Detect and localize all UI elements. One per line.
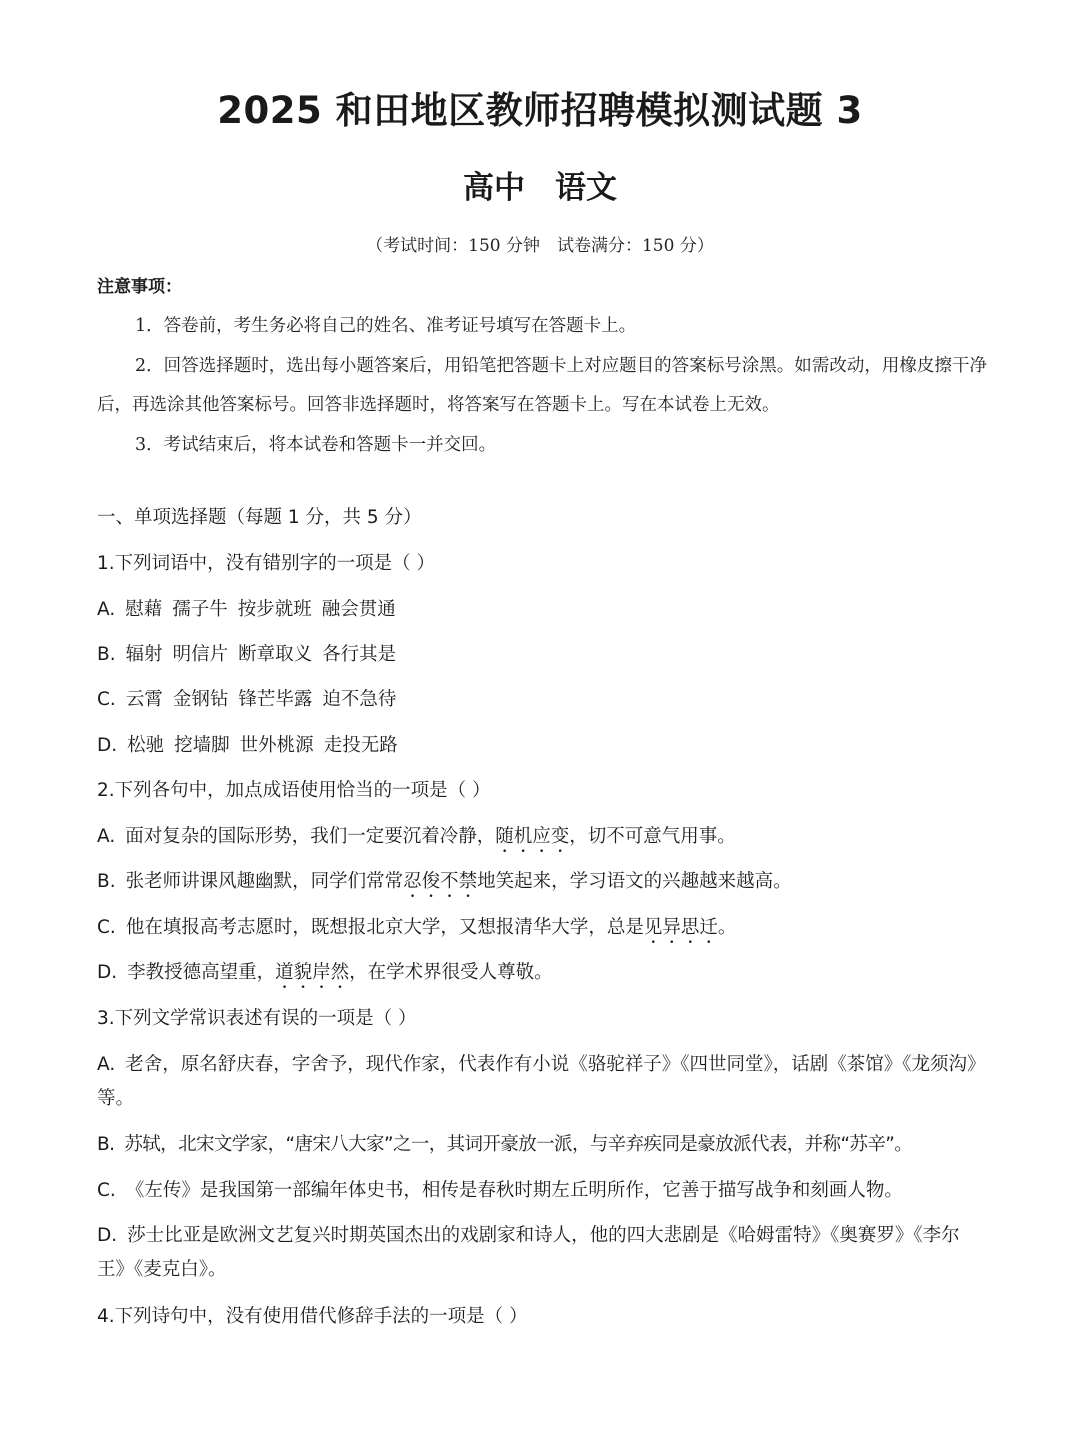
- subtitle-subject: 语文: [555, 170, 617, 206]
- option-text: 他在填报高考志愿时，既想报北京大学，又想报清华大学，总是: [125, 917, 644, 938]
- option-text: 苏轼，北宋文学家，“唐宋八大家”之一，其词开豪放一派，与辛弃疾同是豪放派代表，并称“苏辛”。: [124, 1134, 913, 1155]
- option-word: 明信片: [172, 644, 229, 665]
- question-1-option-d: [97, 729, 987, 763]
- question-2-option-d: [97, 956, 987, 993]
- question-3-option-d: [97, 1219, 987, 1287]
- option-word: 按步就班: [237, 599, 312, 620]
- page-title: 2025 和田地区教师招聘模拟测试题 3: [217, 89, 863, 132]
- dotted-idiom: 随机应变: [495, 826, 570, 847]
- section-heading: 一、单项选择题（每题 1 分，共 5 分）: [97, 507, 422, 528]
- question-1-option-c: [97, 683, 987, 717]
- option-text: 。: [717, 917, 737, 938]
- dotted-idiom: 道貌岸然: [275, 962, 350, 983]
- question-1-option-a: [97, 593, 987, 627]
- option-word: 走投无路: [323, 735, 398, 756]
- notice-item-1: 1．答卷前，考生务必将自己的姓名、准考证号填写在答题卡上。: [135, 316, 637, 336]
- option-word: 挖墙脚: [174, 735, 230, 756]
- option-word: 松驰: [127, 735, 165, 756]
- option-text: ，在学术界很受人尊敬。: [349, 962, 553, 983]
- question-3-option-a: [97, 1048, 987, 1116]
- question-2-option-a: [97, 820, 987, 857]
- notice-heading: 注意事项：: [97, 277, 182, 297]
- option-label: C.: [97, 1180, 116, 1201]
- question-1-option-b: [97, 638, 987, 672]
- option-word: 云霄: [125, 689, 163, 710]
- question-2-option-b: [97, 865, 987, 902]
- notice-item-3: 3．考试结束后，将本试卷和答题卡一并交回。: [135, 435, 497, 455]
- option-text: 《左传》是我国第一部编年体史书，相传是春秋时期左丘明所作，它善于描写战争和刻画人物。: [125, 1180, 903, 1201]
- option-label: B.: [97, 644, 116, 665]
- option-text: 李教授德高望重，: [127, 962, 276, 983]
- option-word: 辐射: [125, 644, 163, 665]
- option-label: C.: [97, 917, 116, 938]
- option-text: ，切不可意气用事。: [569, 826, 736, 847]
- option-word: 世外桃源: [239, 735, 314, 756]
- exam-info: （考试时间：150 分钟 试卷满分：150 分）: [366, 236, 714, 256]
- option-word: 金钢钻: [172, 689, 229, 710]
- option-word: 断章取义: [238, 644, 313, 665]
- option-text: 张老师讲课风趣幽默，同学们常常: [125, 871, 404, 892]
- question-3-stem: 3.下列文学常识表述有误的一项是（ ）: [97, 1008, 417, 1029]
- dotted-idiom: 见异思迁: [643, 917, 718, 938]
- option-word: 融会贯通: [321, 599, 396, 620]
- page-subtitle: [0, 160, 1080, 216]
- option-label: A.: [97, 1054, 116, 1075]
- option-text: 面对复杂的国际形势，我们一定要沉着冷静，: [125, 826, 496, 847]
- question-3-option-c: [97, 1174, 987, 1208]
- question-2-stem: 2.下列各句中，加点成语使用恰当的一项是（ ）: [97, 780, 491, 801]
- option-label: A.: [97, 826, 116, 847]
- option-word: 迫不急待: [322, 689, 397, 710]
- question-1-stem: 1.下列词语中，没有错别字的一项是（ ）: [97, 553, 436, 574]
- option-label: B.: [97, 871, 116, 892]
- option-word: 锋芒毕露: [238, 689, 313, 710]
- option-label: D.: [97, 1225, 118, 1246]
- option-word: 孺子牛: [172, 599, 228, 620]
- question-3-option-b: [97, 1128, 987, 1162]
- dotted-idiom: 忍俊不禁: [403, 871, 478, 892]
- notice-item-2: 2．回答选择题时，选出每小题答案后，用铅笔把答题卡上对应题目的答案标号涂黑。如需改动，用橡皮擦干净后，再选涂其他答案标号。回答非选择题时，将答案写在答题卡上。写在本试卷上无效。: [97, 356, 987, 415]
- option-label: C.: [97, 689, 116, 710]
- option-text: 莎士比亚是欧洲文艺复兴时期英国杰出的戏剧家和诗人，他的四大悲剧是《哈姆雷特》《奥赛罗》《李尔王》《麦克白》。: [97, 1225, 960, 1280]
- option-label: B.: [97, 1134, 115, 1155]
- option-word: 各行其是: [322, 644, 397, 665]
- question-4-stem: 4.下列诗句中，没有使用借代修辞手法的一项是（ ）: [97, 1306, 528, 1327]
- option-text: 地笑起来，学习语文的兴趣越来越高。: [477, 871, 792, 892]
- question-2-option-c: [97, 911, 987, 948]
- option-label: A.: [97, 599, 116, 620]
- option-label: D.: [97, 962, 118, 983]
- option-word: 慰藉: [125, 599, 163, 620]
- option-text: 老舍，原名舒庆春，字舍予，现代作家，代表作有小说《骆驼祥子》《四世同堂》，话剧《茶馆》《龙须沟》等。: [97, 1054, 986, 1109]
- subtitle-level: 高中: [463, 170, 525, 206]
- option-label: D.: [97, 735, 118, 756]
